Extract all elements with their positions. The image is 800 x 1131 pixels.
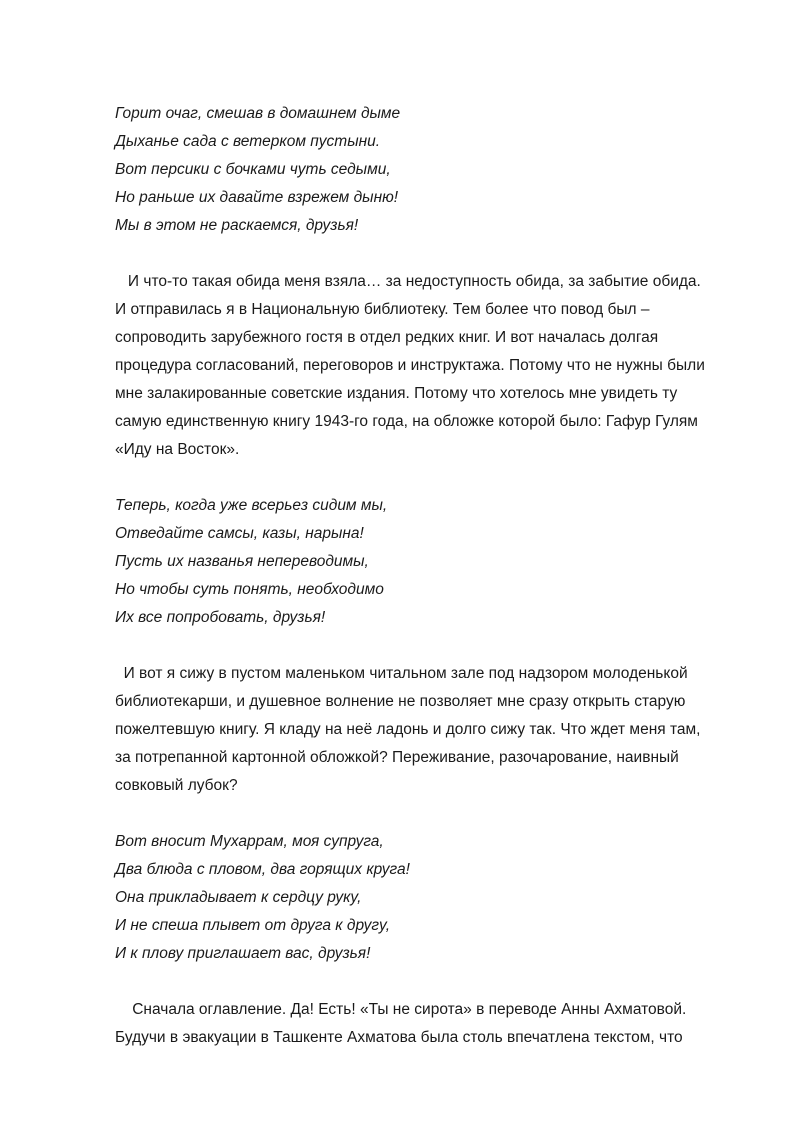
prose-line: за потрепанной картонной обложкой? Переживание, разочарование, наивный xyxy=(115,749,679,766)
poem-stanza-3 xyxy=(115,828,745,968)
paragraph-gap xyxy=(115,240,745,268)
prose-line: Будучи в эвакуации в Ташкенте Ахматова была столь впечатлена текстом, что xyxy=(115,1029,683,1046)
prose-line: И что-то такая обида меня взяла… за недоступность обида, за забытие обида. xyxy=(115,273,701,290)
prose-line: мне залакированные советские издания. Потому что хотелось мне увидеть ту xyxy=(115,385,678,402)
poem-line: Вот вносит Мухаррам, моя супруга, xyxy=(115,833,384,850)
poem-line: Мы в этом не раскаемся, друзья! xyxy=(115,217,359,234)
poem-line: Но раньше их давайте взрежем дыню! xyxy=(115,189,399,206)
prose-line: И вот я сижу в пустом маленьком читальном зале под надзором молоденькой xyxy=(115,665,688,682)
poem-line: Вот персики с бочками чуть седыми, xyxy=(115,161,391,178)
prose-line: пожелтевшую книгу. Я кладу на неё ладонь и долго сижу так. Что ждет меня там, xyxy=(115,721,701,738)
prose-line: совковый лубок? xyxy=(115,777,238,794)
poem-line: Она прикладывает к сердцу руку, xyxy=(115,889,362,906)
paragraph-gap xyxy=(115,800,745,828)
poem-line: Но чтобы суть понять, необходимо xyxy=(115,581,384,598)
poem-line: И не спеша плывет от друга к другу, xyxy=(115,917,391,934)
poem-line: Отведайте самсы, казы, нарына! xyxy=(115,525,364,542)
prose-paragraph-2 xyxy=(115,660,745,800)
paragraph-gap xyxy=(115,464,745,492)
poem-line: И к плову приглашает вас, друзья! xyxy=(115,945,371,962)
poem-line: Теперь, когда уже всерьез сидим мы, xyxy=(115,497,388,514)
poem-line: Пусть их названья непереводимы, xyxy=(115,553,369,570)
prose-paragraph-1 xyxy=(115,268,745,464)
prose-line: И отправилась я в Национальную библиотеку. Тем более что повод был – xyxy=(115,301,650,318)
prose-line: библиотекарши, и душевное волнение не позволяет мне сразу открыть старую xyxy=(115,693,686,710)
poem-line: Дыханье сада с ветерком пустыни. xyxy=(115,133,381,150)
paragraph-gap xyxy=(115,968,745,996)
poem-line: Горит очаг, смешав в домашнем дыме xyxy=(115,105,401,122)
paragraph-gap xyxy=(115,632,745,660)
prose-paragraph-3 xyxy=(115,996,745,1052)
document-body xyxy=(115,100,745,1052)
prose-line: Сначала оглавление. Да! Есть! «Ты не сирота» в переводе Анны Ахматовой. xyxy=(115,1001,687,1018)
poem-stanza-2 xyxy=(115,492,745,632)
prose-line: сопроводить зарубежного гостя в отдел редких книг. И вот началась долгая xyxy=(115,329,659,346)
prose-line: «Иду на Восток». xyxy=(115,441,240,458)
poem-line: Два блюда с пловом, два горящих круга! xyxy=(115,861,410,878)
poem-line: Их все попробовать, друзья! xyxy=(115,609,326,626)
poem-stanza-1 xyxy=(115,100,745,240)
prose-line: самую единственную книгу 1943-го года, на обложке которой было: Гафур Гулям xyxy=(115,413,698,430)
prose-line: процедура согласований, переговоров и инструктажа. Потому что не нужны были xyxy=(115,357,705,374)
